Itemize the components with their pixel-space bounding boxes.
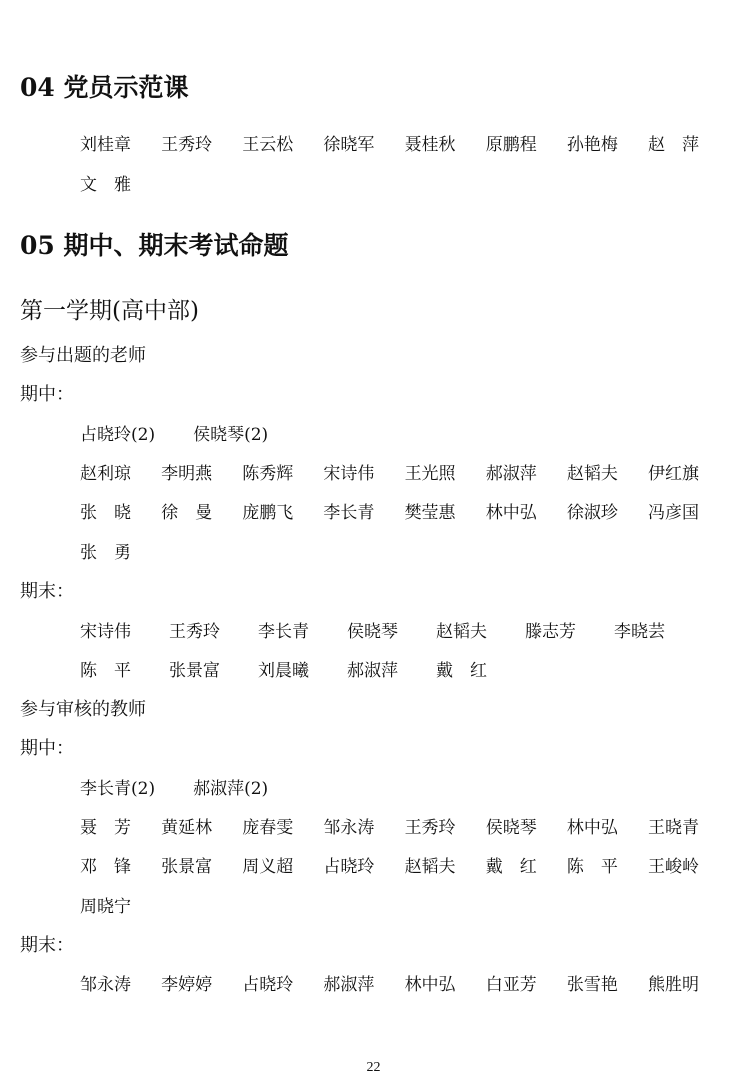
teacher-name: 徐晓军 <box>323 135 375 155</box>
teacher-name: 李晓芸 <box>614 622 665 642</box>
teacher-name: 李婷婷 <box>161 975 213 995</box>
teacher-name: 戴 红 <box>485 857 537 877</box>
teacher-name: 占晓玲(2) <box>80 425 156 445</box>
name-row <box>80 813 699 839</box>
teacher-name: 原鹏程 <box>485 135 537 155</box>
teacher-name: 冯彦国 <box>647 503 699 523</box>
teacher-name: 王光照 <box>404 464 456 484</box>
teacher-name: 李长青 <box>258 622 309 642</box>
teacher-name: 陈 平 <box>80 661 131 681</box>
teacher-name: 王峻岭 <box>647 857 699 877</box>
teacher-name: 伊红旗 <box>647 464 699 484</box>
name-row <box>80 656 699 682</box>
teacher-name: 孙艳梅 <box>566 135 618 155</box>
teacher-name: 熊胜明 <box>647 975 699 995</box>
teacher-name: 占晓玲 <box>323 857 375 877</box>
teacher-name: 侯晓琴 <box>485 818 537 838</box>
teacher-name: 周晓宁 <box>80 897 131 917</box>
name-row <box>80 498 699 524</box>
teacher-name: 占晓玲 <box>242 975 294 995</box>
teacher-name: 赵利琼 <box>80 464 131 484</box>
semester-heading: 第一学期(高中部) <box>20 298 199 324</box>
teacher-name: 王晓青 <box>647 818 699 838</box>
teacher-name: 李明燕 <box>161 464 213 484</box>
teacher-name: 李长青 <box>323 503 375 523</box>
teacher-name: 侯晓琴 <box>347 622 398 642</box>
teacher-name: 刘桂章 <box>80 135 131 155</box>
teacher-name: 李长青(2) <box>80 779 156 799</box>
teacher-name: 聂桂秋 <box>404 135 456 155</box>
teacher-name: 林中弘 <box>485 503 537 523</box>
name-row <box>80 970 699 996</box>
teacher-name: 张 晓 <box>80 503 131 523</box>
setters-title: 参与出题的老师 <box>20 345 146 366</box>
teacher-name: 庞春雯 <box>242 818 294 838</box>
teacher-name: 王云松 <box>242 135 294 155</box>
reviewers-midterm-label: 期中： <box>20 738 74 759</box>
teacher-name: 戴 红 <box>436 661 487 681</box>
teacher-name: 张雪艳 <box>566 975 618 995</box>
page-number: 22 <box>366 1060 381 1075</box>
teacher-name: 张 勇 <box>80 543 131 563</box>
teacher-name: 聂 芳 <box>80 818 131 838</box>
name-row <box>80 170 699 196</box>
name-row <box>80 892 699 918</box>
teacher-name: 滕志芳 <box>525 622 576 642</box>
teacher-name: 王秀玲 <box>169 622 220 642</box>
teacher-name: 邹永涛 <box>323 818 375 838</box>
setters-final-label: 期末： <box>20 581 74 602</box>
name-row <box>80 852 699 878</box>
teacher-name: 侯晓琴(2) <box>193 425 269 445</box>
teacher-name: 文 雅 <box>80 175 131 195</box>
teacher-name: 宋诗伟 <box>80 622 131 642</box>
teacher-name: 徐淑珍 <box>566 503 618 523</box>
teacher-name: 张景富 <box>161 857 213 877</box>
teacher-name: 王秀玲 <box>404 818 456 838</box>
reviewers-title: 参与审核的教师 <box>20 699 146 720</box>
teacher-name: 林中弘 <box>566 818 618 838</box>
name-row <box>80 538 699 564</box>
teacher-name: 刘晨曦 <box>258 661 309 681</box>
name-row <box>80 617 665 643</box>
teacher-name: 白亚芳 <box>485 975 537 995</box>
teacher-name: 林中弘 <box>404 975 456 995</box>
name-row <box>80 420 699 446</box>
teacher-name: 黄延林 <box>161 818 213 838</box>
teacher-name: 邓 锋 <box>80 857 131 877</box>
name-row <box>80 774 699 800</box>
teacher-name: 庞鹏飞 <box>242 503 294 523</box>
teacher-name: 赵 萍 <box>647 135 699 155</box>
teacher-name: 陈 平 <box>566 857 618 877</box>
teacher-name: 宋诗伟 <box>323 464 375 484</box>
teacher-name: 郝淑萍 <box>347 661 398 681</box>
reviewers-final-label: 期末： <box>20 935 74 956</box>
name-row <box>80 459 699 485</box>
teacher-name: 郝淑萍(2) <box>193 779 269 799</box>
teacher-name: 郝淑萍 <box>485 464 537 484</box>
teacher-name: 张景富 <box>169 661 220 681</box>
name-row <box>80 130 699 156</box>
teacher-name: 赵韬夫 <box>404 857 456 877</box>
section-04-heading: 04 党员示范课 <box>20 73 189 102</box>
setters-midterm-label: 期中： <box>20 384 74 405</box>
teacher-name: 赵韬夫 <box>436 622 487 642</box>
teacher-name: 周义超 <box>242 857 294 877</box>
section-05-heading: 05 期中、期末考试命题 <box>20 231 289 260</box>
teacher-name: 邹永涛 <box>80 975 131 995</box>
teacher-name: 王秀玲 <box>161 135 213 155</box>
teacher-name: 赵韬夫 <box>566 464 618 484</box>
teacher-name: 徐 曼 <box>161 503 213 523</box>
teacher-name: 陈秀辉 <box>242 464 294 484</box>
teacher-name: 郝淑萍 <box>323 975 375 995</box>
teacher-name: 樊莹惠 <box>404 503 456 523</box>
